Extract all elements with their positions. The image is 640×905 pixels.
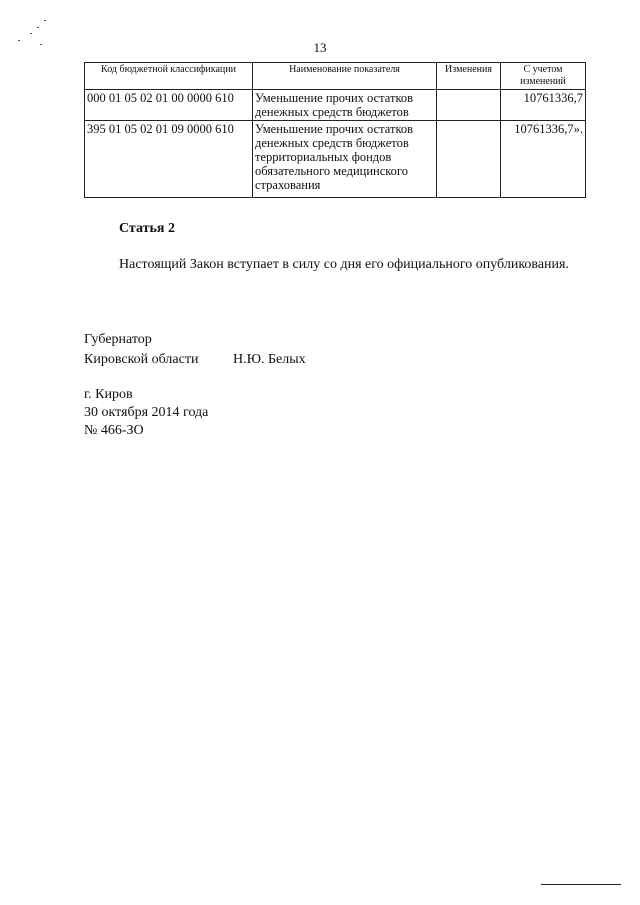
cell-code: 000 01 05 02 01 00 0000 610 bbox=[85, 90, 253, 121]
cell-total: 10761336,7». bbox=[501, 121, 586, 198]
bottom-rule bbox=[541, 884, 621, 885]
footer-city: г. Киров bbox=[84, 387, 133, 402]
table-row bbox=[85, 90, 586, 121]
cell-code: 395 01 05 02 01 09 0000 610 bbox=[85, 121, 253, 198]
column-header-changes: Изменения bbox=[437, 63, 501, 90]
column-header-code: Код бюджетной классификации bbox=[85, 63, 253, 90]
scan-speck bbox=[30, 33, 32, 34]
page-number: 13 bbox=[313, 40, 327, 55]
cell-total: 10761336,7 bbox=[501, 90, 586, 121]
scan-speck bbox=[44, 20, 46, 21]
table-header-row bbox=[85, 63, 586, 90]
budget-classification-table bbox=[84, 62, 586, 198]
scan-speck bbox=[37, 27, 39, 28]
cell-change bbox=[437, 121, 501, 198]
cell-change bbox=[437, 90, 501, 121]
signature-position-line1: Губернатор bbox=[84, 332, 152, 347]
footer-date: 30 октября 2014 года bbox=[84, 405, 209, 420]
cell-name: Уменьшение прочих остатков денежных средств бюджетов территориальных фондов обязательного медицинского страхования bbox=[253, 121, 437, 198]
cell-name: Уменьшение прочих остатков денежных средств бюджетов bbox=[253, 90, 437, 121]
table-row bbox=[85, 121, 586, 198]
column-header-total: С учетом изменений bbox=[501, 63, 586, 90]
article-text: Настоящий Закон вступает в силу со дня его официального опубликования. bbox=[119, 257, 569, 272]
footer-number: № 466-ЗО bbox=[84, 423, 144, 438]
article-title: Статья 2 bbox=[119, 221, 175, 236]
signature-name: Н.Ю. Белых bbox=[233, 352, 306, 367]
column-header-name: Наименование показателя bbox=[253, 63, 437, 90]
signature-position-line2: Кировской области bbox=[84, 352, 199, 367]
